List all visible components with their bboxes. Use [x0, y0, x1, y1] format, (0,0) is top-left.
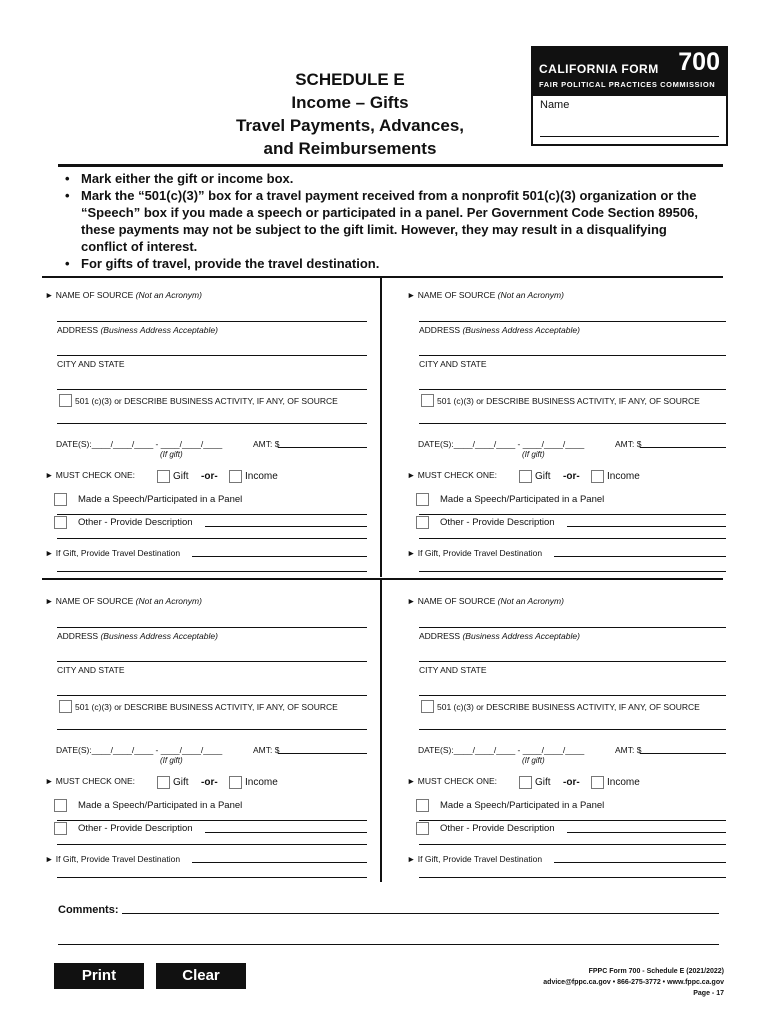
name-source-field[interactable] [57, 321, 367, 322]
other-description-field[interactable] [205, 832, 367, 833]
if-gift-note: (If gift) [160, 756, 183, 765]
travel-destination-label: ► If Gift, Provide Travel Destination [45, 854, 181, 864]
address-field[interactable] [57, 661, 367, 662]
must-check-label: ► MUST CHECK ONE: [45, 470, 135, 480]
501c3-checkbox[interactable] [421, 700, 434, 713]
gift-label: Gift [535, 471, 551, 482]
amount-field[interactable] [278, 753, 367, 754]
address-field[interactable] [57, 355, 367, 356]
amount-field[interactable] [640, 447, 726, 448]
header-divider [58, 164, 723, 167]
speech-checkbox[interactable] [416, 493, 429, 506]
501c3-checkbox[interactable] [421, 394, 434, 407]
501c3-checkbox[interactable] [59, 700, 72, 713]
title-line-1: SCHEDULE E [295, 70, 405, 89]
grid-divider-v2 [380, 580, 382, 882]
name-source-label: ► NAME OF SOURCE (Not an Acronym) [45, 290, 202, 300]
travel-destination-field[interactable] [554, 862, 726, 863]
city-state-field[interactable] [57, 695, 367, 696]
must-check-label: ► MUST CHECK ONE: [407, 776, 497, 786]
name-source-field[interactable] [419, 321, 726, 322]
form-label: CALIFORNIA FORM [539, 62, 659, 76]
footer-contact: advice@fppc.ca.gov • 866-275-3772 • www.fppc.ca.gov [543, 979, 724, 986]
income-label: Income [245, 777, 278, 788]
city-state-label: CITY AND STATE [57, 665, 125, 675]
travel-destination-label: ► If Gift, Provide Travel Destination [407, 548, 543, 558]
speech-checkbox[interactable] [54, 493, 67, 506]
must-check-label: ► MUST CHECK ONE: [45, 776, 135, 786]
footer [543, 966, 724, 999]
other-description-line-2[interactable] [57, 538, 367, 539]
amount-label: AMT: $ [253, 745, 280, 755]
travel-destination-line-2[interactable] [57, 571, 367, 572]
footer-form-id: FPPC Form 700 - Schedule E (2021/2022) [588, 968, 724, 975]
travel-destination-line-2[interactable] [419, 877, 726, 878]
address-field[interactable] [419, 355, 726, 356]
instructions-list [65, 170, 715, 272]
amount-field[interactable] [278, 447, 367, 448]
other-description-field[interactable] [567, 832, 726, 833]
dates-field[interactable]: DATE(S):____/____/____ - ____/____/____ [418, 745, 585, 755]
must-check-label: ► MUST CHECK ONE: [407, 470, 497, 480]
speech-line [419, 514, 726, 515]
income-source-section [42, 587, 367, 877]
travel-destination-field[interactable] [192, 556, 367, 557]
speech-label: Made a Speech/Participated in a Panel [440, 494, 605, 505]
dates-field[interactable]: DATE(S):____/____/____ - ____/____/____ [418, 439, 585, 449]
501c3-checkbox[interactable] [59, 394, 72, 407]
form-header [533, 48, 726, 96]
grid-divider-v1 [380, 277, 382, 577]
form-id-box [531, 46, 728, 146]
page-title [200, 68, 500, 160]
title-line-3: Travel Payments, Advances, [235, 116, 465, 135]
other-checkbox[interactable] [416, 822, 429, 835]
other-description-field[interactable] [205, 526, 367, 527]
footer-page-number: Page - 17 [693, 990, 724, 997]
speech-line [57, 820, 367, 821]
travel-destination-label: ► If Gift, Provide Travel Destination [45, 548, 181, 558]
name-source-field[interactable] [57, 627, 367, 628]
clear-button[interactable]: Clear [156, 963, 246, 989]
speech-label: Made a Speech/Participated in a Panel [78, 800, 243, 811]
name-source-label: ► NAME OF SOURCE (Not an Acronym) [407, 596, 564, 606]
other-checkbox[interactable] [416, 516, 429, 529]
travel-destination-label: ► If Gift, Provide Travel Destination [407, 854, 543, 864]
activity-field[interactable] [419, 729, 726, 730]
income-source-section [404, 281, 726, 571]
city-state-label: CITY AND STATE [419, 359, 487, 369]
address-label: ADDRESS (Business Address Acceptable) [419, 325, 580, 335]
comments-label: Comments: [58, 904, 119, 916]
income-label: Income [607, 777, 640, 788]
address-label: ADDRESS (Business Address Acceptable) [57, 631, 218, 641]
print-button[interactable]: Print [54, 963, 144, 989]
income-label: Income [607, 471, 640, 482]
dates-field[interactable]: DATE(S):____/____/____ - ____/____/____ [56, 745, 223, 755]
other-label: Other - Provide Description [78, 517, 193, 528]
activity-field[interactable] [57, 423, 367, 424]
comments-field-line-2[interactable] [58, 944, 719, 945]
gift-checkbox[interactable] [157, 776, 170, 789]
activity-label: 501 (c)(3) or DESCRIBE BUSINESS ACTIVITY, IF ANY, OF SOURCE [75, 702, 338, 712]
or-label: -or- [563, 471, 580, 482]
travel-destination-field[interactable] [554, 556, 726, 557]
name-source-label: ► NAME OF SOURCE (Not an Acronym) [45, 596, 202, 606]
city-state-label: CITY AND STATE [419, 665, 487, 675]
gift-checkbox[interactable] [157, 470, 170, 483]
name-source-field[interactable] [419, 627, 726, 628]
amount-label: AMT: $ [615, 745, 642, 755]
gift-label: Gift [173, 777, 189, 788]
name-source-label: ► NAME OF SOURCE (Not an Acronym) [407, 290, 564, 300]
address-field[interactable] [419, 661, 726, 662]
activity-label: 501 (c)(3) or DESCRIBE BUSINESS ACTIVITY, IF ANY, OF SOURCE [75, 396, 338, 406]
speech-label: Made a Speech/Participated in a Panel [78, 494, 243, 505]
instruction-item: • Mark either the gift or income box. [65, 170, 715, 187]
city-state-field[interactable] [57, 389, 367, 390]
name-label: Name [540, 99, 570, 111]
income-checkbox[interactable] [229, 470, 242, 483]
if-gift-note: (If gift) [522, 450, 545, 459]
or-label: -or- [563, 777, 580, 788]
grid-divider-h [42, 578, 723, 580]
or-label: -or- [201, 471, 218, 482]
address-label: ADDRESS (Business Address Acceptable) [419, 631, 580, 641]
gift-checkbox[interactable] [519, 776, 532, 789]
title-line-2: Income – Gifts [291, 93, 409, 112]
amount-label: AMT: $ [253, 439, 280, 449]
activity-field[interactable] [57, 729, 367, 730]
other-label: Other - Provide Description [440, 823, 555, 834]
city-state-label: CITY AND STATE [57, 359, 125, 369]
gift-label: Gift [173, 471, 189, 482]
other-description-line-2[interactable] [419, 844, 726, 845]
other-description-line-2[interactable] [419, 538, 726, 539]
amount-field[interactable] [640, 753, 726, 754]
if-gift-note: (If gift) [522, 756, 545, 765]
travel-destination-line-2[interactable] [419, 571, 726, 572]
instruction-item: • Mark the “501(c)(3)” box for a travel payment received from a nonprofit 501(c)(3) organization or the “Speech” box if you made a speech or participated in a panel. Per Government Code Section 89506, these payments may not be subject to the gift limit. However, they may result in a disqualifying conflict of interest. [65, 187, 715, 255]
activity-field[interactable] [419, 423, 726, 424]
city-state-field[interactable] [419, 695, 726, 696]
income-label: Income [245, 471, 278, 482]
speech-label: Made a Speech/Participated in a Panel [440, 800, 605, 811]
other-label: Other - Provide Description [78, 823, 193, 834]
speech-checkbox[interactable] [416, 799, 429, 812]
income-source-section [404, 587, 726, 877]
amount-label: AMT: $ [615, 439, 642, 449]
instructions-divider [42, 276, 723, 278]
income-checkbox[interactable] [229, 776, 242, 789]
other-checkbox[interactable] [54, 516, 67, 529]
dates-field[interactable]: DATE(S):____/____/____ - ____/____/____ [56, 439, 223, 449]
speech-line [419, 820, 726, 821]
title-line-4: and Reimbursements [263, 139, 437, 158]
other-description-field[interactable] [567, 526, 726, 527]
speech-line [57, 514, 367, 515]
travel-destination-field[interactable] [192, 862, 367, 863]
other-label: Other - Provide Description [440, 517, 555, 528]
name-field[interactable] [540, 136, 719, 137]
address-label: ADDRESS (Business Address Acceptable) [57, 325, 218, 335]
activity-label: 501 (c)(3) or DESCRIBE BUSINESS ACTIVITY, IF ANY, OF SOURCE [437, 396, 700, 406]
comments-field[interactable] [122, 913, 719, 914]
income-source-section [42, 281, 367, 571]
gift-checkbox[interactable] [519, 470, 532, 483]
other-checkbox[interactable] [54, 822, 67, 835]
travel-destination-line-2[interactable] [57, 877, 367, 878]
income-checkbox[interactable] [591, 470, 604, 483]
instruction-item: • For gifts of travel, provide the travel destination. [65, 255, 715, 272]
city-state-field[interactable] [419, 389, 726, 390]
gift-label: Gift [535, 777, 551, 788]
form-number: 700 [678, 48, 720, 76]
activity-label: 501 (c)(3) or DESCRIBE BUSINESS ACTIVITY, IF ANY, OF SOURCE [437, 702, 700, 712]
if-gift-note: (If gift) [160, 450, 183, 459]
or-label: -or- [201, 777, 218, 788]
other-description-line-2[interactable] [57, 844, 367, 845]
income-checkbox[interactable] [591, 776, 604, 789]
commission-label: FAIR POLITICAL PRACTICES COMMISSION [539, 80, 716, 89]
speech-checkbox[interactable] [54, 799, 67, 812]
